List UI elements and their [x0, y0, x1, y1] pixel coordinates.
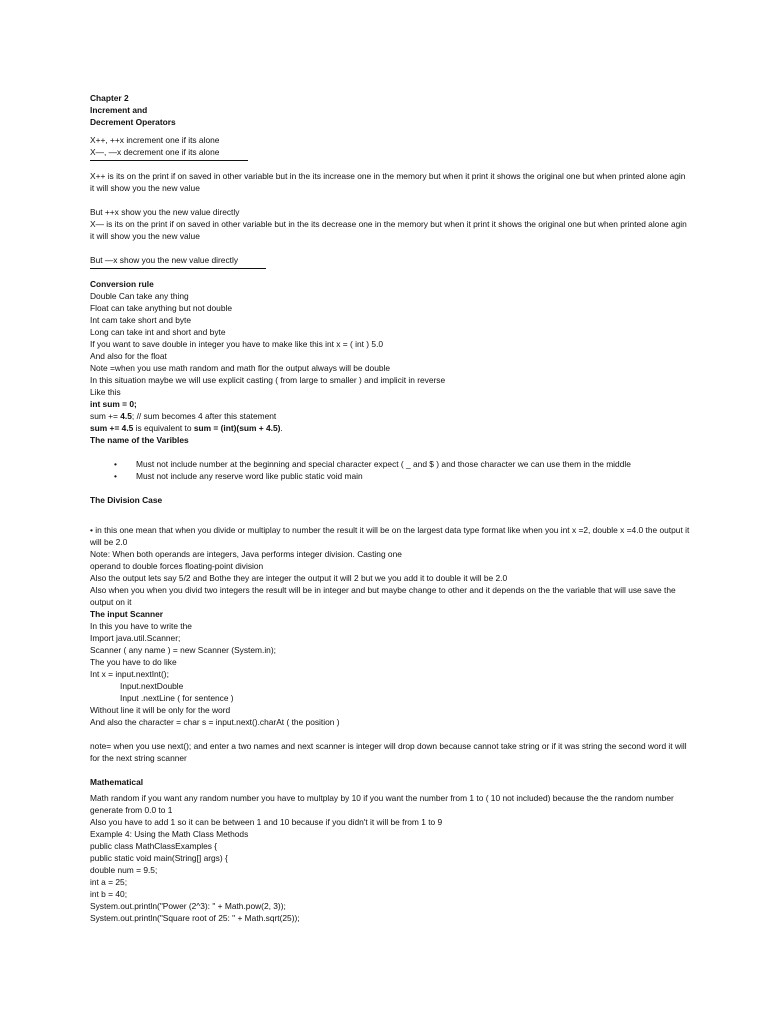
text-line: Double Can take any thing: [90, 291, 189, 301]
text-line: Also the output lets say 5/2 and Bothe they are integer the output it will 2 but we you add it to double it will be 2.0: [90, 573, 508, 583]
code-line: int a = 25;: [90, 877, 128, 887]
text-line: Example 4: Using the Math Class Methods: [90, 829, 249, 839]
horizontal-rule: [90, 158, 690, 164]
horizontal-rule: [90, 266, 690, 272]
document-page: [90, 92, 690, 924]
paragraph: Also when you when you divid two integers the result will be in integer and but maybe change to other and it depends on the the variable that will use save the output on it: [90, 585, 676, 607]
list-item: • Must not include number at the beginning and special character expect ( _ and $ ) and those character we can use them in the middle: [114, 458, 690, 470]
code-line: sum += 4.5 is equivalent to sum = (int)(sum + 4.5).: [90, 423, 283, 433]
list-item: • Must not include any reserve word like public static void main: [114, 470, 690, 482]
code-line: double num = 9.5;: [90, 865, 158, 875]
section-heading: The name of the Varibles: [90, 435, 189, 445]
text-line: Import java.util.Scanner;: [90, 633, 181, 643]
section-heading: The input Scanner: [90, 609, 164, 619]
text-line: But ++x show you the new value directly: [90, 207, 240, 217]
code-line: System.out.println("Power (2^3): " + Math.pow(2, 3));: [90, 901, 286, 911]
section-title: Decrement Operators: [90, 117, 176, 127]
text-line: And also the character = char s = input.next().charAt ( the position ): [90, 717, 340, 727]
paragraph: Math random if you want any random number you have to multplay by 10 if you want the number from 1 to ( 10 not included) because the the random number generate from 0.0 to 1: [90, 793, 674, 815]
code-line: int b = 40;: [90, 889, 128, 899]
text-line: Input .nextLine ( for sentence ): [120, 693, 234, 703]
text-line: Without line it will be only for the word: [90, 705, 231, 715]
text-line: Scanner ( any name ) = new Scanner (System.in);: [90, 645, 276, 655]
text-line: Float can take anything but not double: [90, 303, 233, 313]
code-line: System.out.println("Square root of 25: " + Math.sqrt(25));: [90, 913, 300, 923]
chapter-title: Chapter 2: [90, 93, 129, 103]
text-line: Int cam take short and byte: [90, 315, 192, 325]
text-line: Note: When both operands are integers, Java performs integer division. Casting one: [90, 549, 402, 559]
paragraph: X— is its on the print if on saved in other variable but in the its decrease one in the memory but when it print it shows the original one but when printed alone agin it will show you the new value: [90, 219, 687, 241]
bullet-list: [90, 458, 690, 482]
text-line: X—, —x decrement one if its alone: [90, 147, 220, 157]
text-line: But —x show you the new value directly: [90, 255, 239, 265]
text-line: In this situation maybe we will use explicit casting ( from large to smaller ) and implicit in reverse: [90, 375, 446, 385]
text-line: Like this: [90, 387, 121, 397]
code-line: int sum = 0;: [90, 399, 137, 409]
text-line: Input.nextDouble: [120, 681, 184, 691]
text-line: Note =when you use math random and math flor the output always will be double: [90, 363, 391, 373]
text-line: X++, ++x increment one if its alone: [90, 135, 220, 145]
section-title: Increment and: [90, 105, 148, 115]
text-line: The you have to do like: [90, 657, 177, 667]
section-heading: Conversion rule: [90, 279, 154, 289]
code-line: public class MathClassExamples {: [90, 841, 218, 851]
paragraph: X++ is its on the print if on saved in other variable but in the its increase one in the memory but when it print it shows the original one but when printed alone agin it will show you the new value: [90, 171, 686, 193]
text-line: And also for the float: [90, 351, 167, 361]
text-line: Int x = input.nextInt();: [90, 669, 169, 679]
text-line: Also you have to add 1 so it can be between 1 and 10 because if you didn't it will be from 1 to 9: [90, 817, 443, 827]
text-line: Long can take int and short and byte: [90, 327, 226, 337]
text-line: In this you have to write the: [90, 621, 192, 631]
section-heading: The Division Case: [90, 495, 163, 505]
paragraph: note= when you use next(); and enter a two names and next scanner is integer will drop down because cannot take string or if it was string the second word it will for the next string scanner: [90, 741, 687, 763]
code-line: sum += 4.5; // sum becomes 4 after this statement: [90, 411, 277, 421]
section-heading: Mathematical: [90, 777, 144, 787]
text-line: If you want to save double in integer you have to make like this int x = ( int ) 5.0: [90, 339, 384, 349]
paragraph: • in this one mean that when you divide or multiplay to number the result it will be on the largest data type format like when you int x =2, double x =4.0 the output it will be 2.0: [90, 525, 690, 547]
code-line: public static void main(String[] args) {: [90, 853, 228, 863]
text-line: operand to double forces floating-point division: [90, 561, 264, 571]
